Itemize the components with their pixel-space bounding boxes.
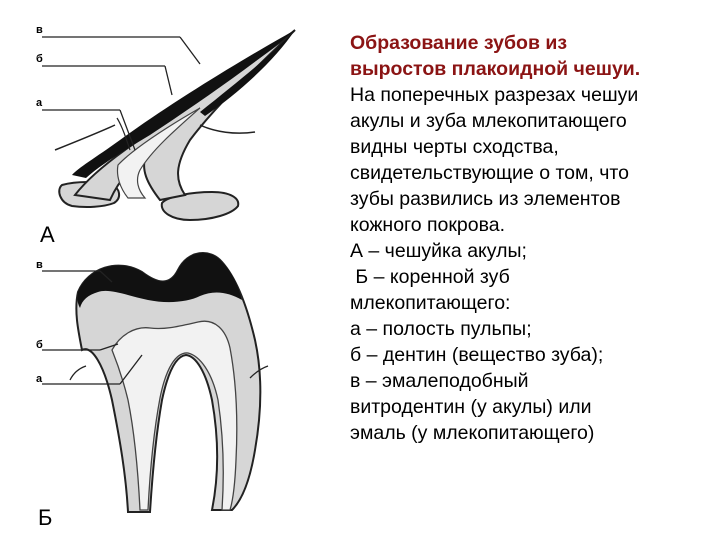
mark-b-b: б xyxy=(36,339,43,351)
caption-line: зубы развились из элементов xyxy=(350,188,621,210)
scale-skin-line-right xyxy=(200,125,255,133)
caption-line: кожного покрова. xyxy=(350,214,506,236)
leader-a-b-diag xyxy=(165,66,172,95)
scale-skin-line xyxy=(55,125,115,150)
mark-a-v: в xyxy=(36,24,43,36)
caption-line: в – эмалеподобный xyxy=(350,370,529,392)
mark-b-a: а xyxy=(36,373,43,385)
caption-line: млекопитающего: xyxy=(350,292,511,314)
mark-b-v: в xyxy=(36,259,43,271)
molar-gum-line xyxy=(70,366,86,380)
caption-line: а – полость пульпы; xyxy=(350,318,532,340)
mammal-molar xyxy=(70,253,268,512)
mark-a-b: б xyxy=(36,53,43,65)
caption-line: свидетельствующие о том, что xyxy=(350,162,629,184)
caption-line: акулы и зуба млекопитающего xyxy=(350,110,627,132)
scale-enamel xyxy=(72,30,295,178)
caption-line: А – чешуйка акулы; xyxy=(350,240,527,262)
caption-line: б – дентин (вещество зуба); xyxy=(350,344,604,366)
caption-line: эмаль (у млекопитающего) xyxy=(350,422,595,444)
panel-b-label: Б xyxy=(38,505,53,530)
mark-a-a: а xyxy=(36,97,43,109)
shark-scale xyxy=(55,30,295,220)
caption-line: видны черты сходства, xyxy=(350,136,559,158)
caption-line: На поперечных разрезах чешуи xyxy=(350,84,639,106)
caption xyxy=(350,30,712,446)
caption-line: Б – коренной зуб xyxy=(350,266,510,288)
caption-title-line-1: Образование зубов из xyxy=(350,32,568,54)
caption-line: витродентин (у акулы) или xyxy=(350,396,592,418)
leader-a-v-diag xyxy=(180,37,200,64)
panel-a-label: А xyxy=(40,222,55,247)
tooth-diagram xyxy=(0,0,345,540)
caption-title-line-2: выростов плакоидной чешуи. xyxy=(350,58,641,80)
